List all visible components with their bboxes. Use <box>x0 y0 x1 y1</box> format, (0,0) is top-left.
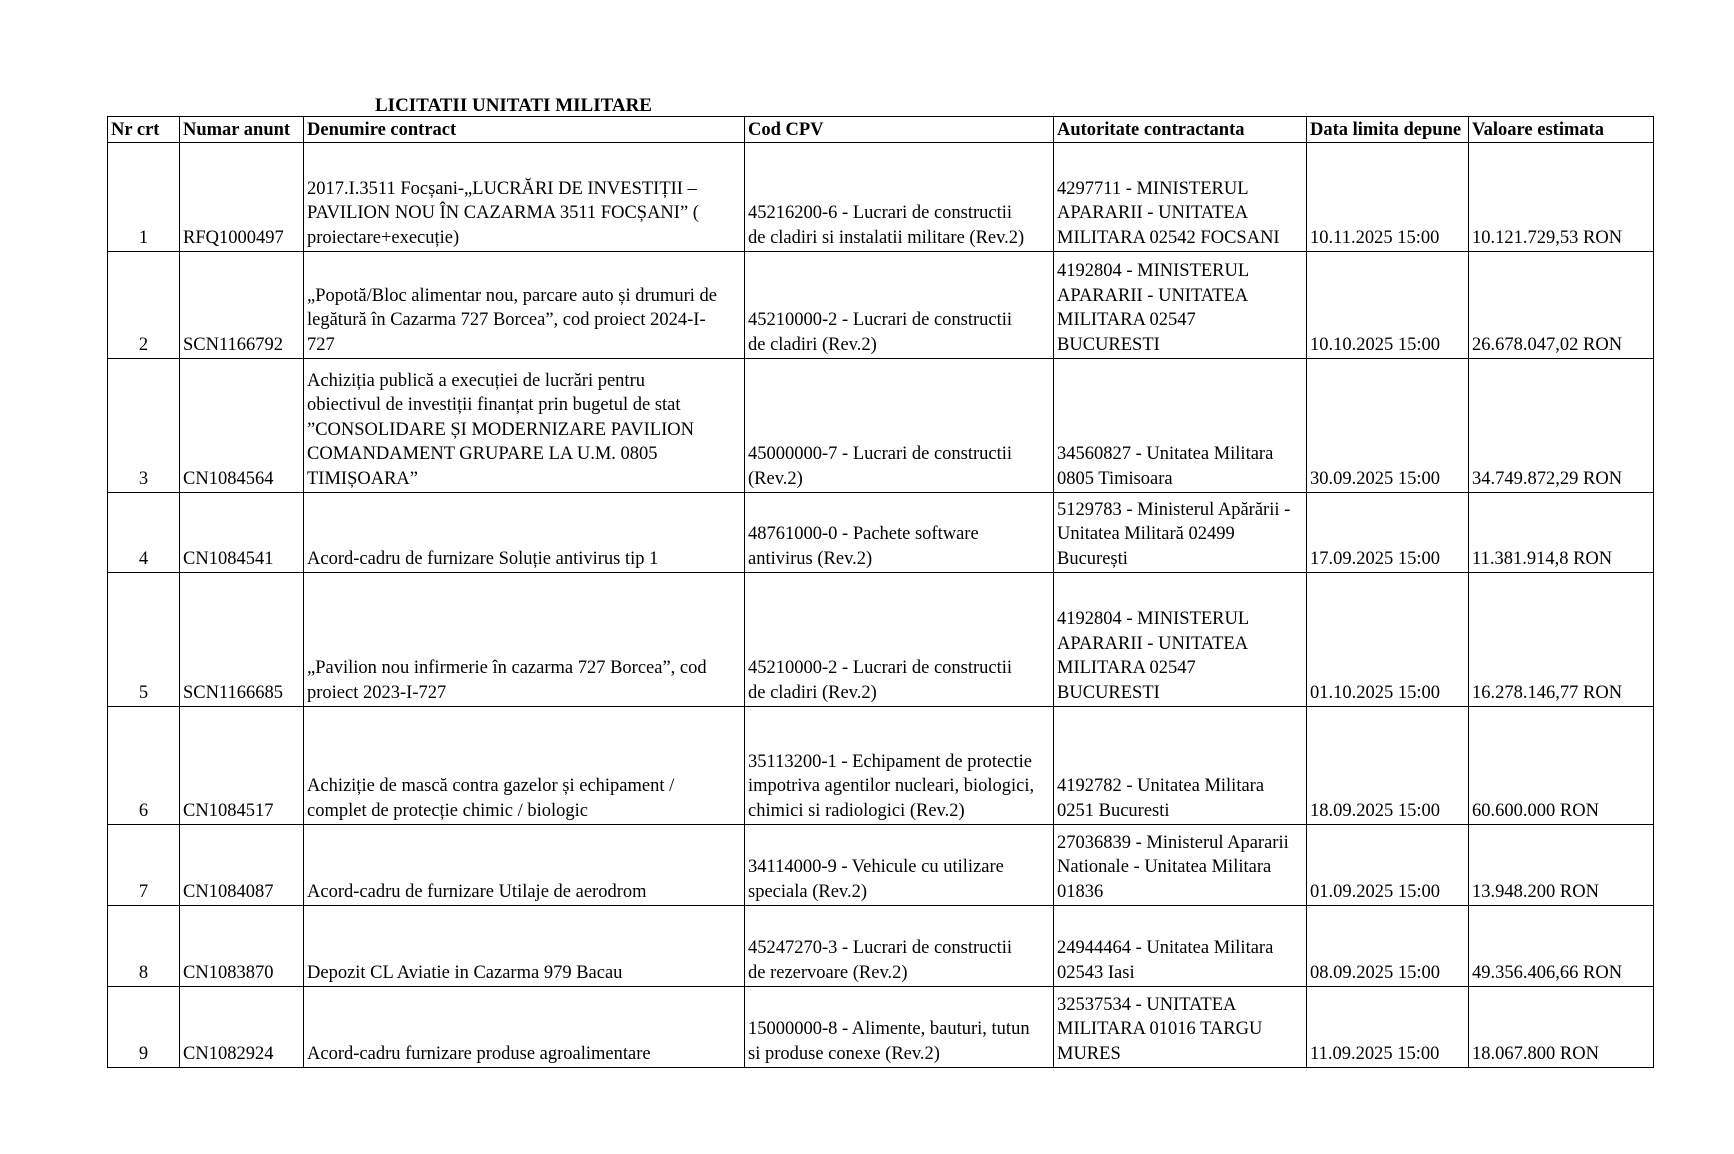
cell-cod-cpv <box>745 573 1054 707</box>
cell-autoritate-contractanta-line: Nationale - Unitatea Militara <box>1057 857 1272 877</box>
cell-data-limita: 08.09.2025 15:00 <box>1307 906 1469 987</box>
cell-numar-anunt: CN1082924 <box>180 987 304 1068</box>
cell-numar-anunt: CN1084087 <box>180 825 304 906</box>
cell-cod-cpv <box>745 825 1054 906</box>
cell-cod-cpv-line: 45216200-6 - Lucrari de constructii <box>748 203 1013 223</box>
cell-denumire-contract-line: „Pavilion nou infirmerie în cazarma 727 Borcea”, cod <box>307 658 707 678</box>
cell-valoare-estimata: 13.948.200 RON <box>1469 825 1654 906</box>
cell-numar-anunt: RFQ1000497 <box>180 143 304 252</box>
cell-nr-crt: 3 <box>108 359 180 493</box>
cell-denumire-contract-line: PAVILION NOU ÎN CAZARMA 3511 FOCȘANI” ( <box>307 203 699 223</box>
cell-cod-cpv-line: de rezervoare (Rev.2) <box>748 962 908 983</box>
header-denumire-contract: Denumire contract <box>304 117 745 143</box>
cell-cod-cpv <box>745 987 1054 1068</box>
cell-denumire-contract <box>304 825 745 906</box>
cell-cod-cpv-line: impotriva agentilor nucleari, biologici, <box>748 776 1035 796</box>
cell-nr-crt: 8 <box>108 906 180 987</box>
cell-autoritate-contractanta-line: 02543 Iasi <box>1057 962 1135 983</box>
cell-valoare-estimata: 49.356.406,66 RON <box>1469 906 1654 987</box>
cell-denumire-contract-line: Depozit CL Aviatie in Cazarma 979 Bacau <box>307 962 623 983</box>
cell-autoritate-contractanta <box>1054 906 1307 987</box>
header-cod-cpv: Cod CPV <box>745 117 1054 143</box>
cell-autoritate-contractanta-line: 0805 Timisoara <box>1057 468 1173 489</box>
cell-numar-anunt: CN1083870 <box>180 906 304 987</box>
cell-cod-cpv-line: 45247270-3 - Lucrari de constructii <box>748 938 1013 958</box>
cell-autoritate-contractanta <box>1054 143 1307 252</box>
cell-cod-cpv <box>745 143 1054 252</box>
cell-denumire-contract-line: legătură în Cazarma 727 Borcea”, cod proiect 2024-I- <box>307 310 706 330</box>
tenders-table <box>107 116 1654 1068</box>
cell-cod-cpv-line: de cladiri si instalatii militare (Rev.2) <box>748 227 1025 248</box>
cell-cod-cpv-line: de cladiri (Rev.2) <box>748 682 877 703</box>
table-row <box>108 987 1654 1068</box>
cell-autoritate-contractanta-line: MILITARA 02542 FOCSANI <box>1057 227 1280 248</box>
cell-cod-cpv <box>745 252 1054 359</box>
header-data-limita: Data limita depune <box>1307 117 1469 143</box>
cell-denumire-contract-line: ”CONSOLIDARE ȘI MODERNIZARE PAVILION <box>307 419 694 440</box>
cell-denumire-contract-line: proiectare+execuție) <box>307 227 460 248</box>
cell-autoritate-contractanta-line: 34560827 - Unitatea Militara <box>1057 444 1274 464</box>
cell-nr-crt: 4 <box>108 493 180 573</box>
cell-valoare-estimata: 26.678.047,02 RON <box>1469 252 1654 359</box>
cell-numar-anunt: CN1084541 <box>180 493 304 573</box>
header-nr-crt: Nr crt <box>108 117 180 143</box>
cell-cod-cpv-line: 45210000-2 - Lucrari de constructii <box>748 658 1013 678</box>
cell-nr-crt: 1 <box>108 143 180 252</box>
cell-denumire-contract <box>304 252 745 359</box>
cell-denumire-contract <box>304 573 745 707</box>
cell-nr-crt: 9 <box>108 987 180 1068</box>
cell-numar-anunt: SCN1166685 <box>180 573 304 707</box>
cell-autoritate-contractanta-line: Unitatea Militară 02499 <box>1057 524 1235 544</box>
cell-autoritate-contractanta-line: MILITARA 02547 <box>1057 658 1196 678</box>
cell-denumire-contract-line: COMANDAMENT GRUPARE LA U.M. 0805 <box>307 444 658 464</box>
cell-autoritate-contractanta-line: MURES <box>1057 1043 1121 1064</box>
header-valoare-estimata: Valoare estimata <box>1469 117 1654 143</box>
cell-denumire-contract-line: Acord-cadru furnizare produse agroalimentare <box>307 1043 651 1064</box>
cell-denumire-contract-line: proiect 2023-I-727 <box>307 682 447 703</box>
cell-autoritate-contractanta-line: MILITARA 01016 TARGU <box>1057 1019 1263 1039</box>
cell-autoritate-contractanta-line: 01836 <box>1057 881 1104 902</box>
cell-valoare-estimata: 60.600.000 RON <box>1469 707 1654 825</box>
cell-data-limita: 17.09.2025 15:00 <box>1307 493 1469 573</box>
cell-autoritate-contractanta-line: BUCURESTI <box>1057 334 1160 355</box>
cell-denumire-contract <box>304 987 745 1068</box>
cell-cod-cpv-line: speciala (Rev.2) <box>748 881 867 902</box>
cell-autoritate-contractanta-line: București <box>1057 548 1128 569</box>
cell-numar-anunt: CN1084517 <box>180 707 304 825</box>
cell-nr-crt: 5 <box>108 573 180 707</box>
page-title: LICITATII UNITATI MILITARE <box>375 95 652 116</box>
cell-autoritate-contractanta <box>1054 252 1307 359</box>
cell-cod-cpv <box>745 493 1054 573</box>
cell-cod-cpv-line: 15000000-8 - Alimente, bauturi, tutun <box>748 1019 1030 1039</box>
cell-denumire-contract-line: „Popotă/Bloc alimentar nou, parcare auto și drumuri de <box>307 285 717 306</box>
cell-denumire-contract <box>304 143 745 252</box>
cell-cod-cpv-line: antivirus (Rev.2) <box>748 548 873 569</box>
cell-denumire-contract <box>304 493 745 573</box>
cell-cod-cpv-line: si produse conexe (Rev.2) <box>748 1043 940 1064</box>
cell-valoare-estimata: 18.067.800 RON <box>1469 987 1654 1068</box>
table-row <box>108 359 1654 493</box>
cell-data-limita: 18.09.2025 15:00 <box>1307 707 1469 825</box>
cell-autoritate-contractanta-line: APARARII - UNITATEA <box>1057 203 1249 223</box>
cell-data-limita: 10.11.2025 15:00 <box>1307 143 1469 252</box>
table-row <box>108 573 1654 707</box>
cell-autoritate-contractanta-line: APARARII - UNITATEA <box>1057 285 1249 306</box>
header-numar-anunt: Numar anunt <box>180 117 304 143</box>
cell-autoritate-contractanta <box>1054 359 1307 493</box>
table-row <box>108 143 1654 252</box>
cell-autoritate-contractanta-line: APARARII - UNITATEA <box>1057 633 1249 654</box>
cell-autoritate-contractanta <box>1054 825 1307 906</box>
cell-denumire-contract <box>304 359 745 493</box>
cell-autoritate-contractanta-line: 0251 Bucuresti <box>1057 800 1170 821</box>
cell-cod-cpv-line: 45210000-2 - Lucrari de constructii <box>748 310 1013 330</box>
cell-autoritate-contractanta <box>1054 493 1307 573</box>
cell-denumire-contract <box>304 906 745 987</box>
header-autoritate-contractanta: Autoritate contractanta <box>1054 117 1307 143</box>
cell-autoritate-contractanta <box>1054 987 1307 1068</box>
cell-data-limita: 30.09.2025 15:00 <box>1307 359 1469 493</box>
cell-cod-cpv <box>745 707 1054 825</box>
cell-autoritate-contractanta-line: 5129783 - Ministerul Apărării - <box>1057 499 1291 520</box>
cell-denumire-contract-line: 2017.I.3511 Focșani-„LUCRĂRI DE INVESTIȚII – <box>307 178 697 199</box>
cell-data-limita: 01.09.2025 15:00 <box>1307 825 1469 906</box>
cell-cod-cpv-line: chimici si radiologici (Rev.2) <box>748 800 965 821</box>
cell-autoritate-contractanta-line: BUCURESTI <box>1057 682 1160 703</box>
cell-autoritate-contractanta-line: 4192782 - Unitatea Militara <box>1057 776 1265 796</box>
cell-cod-cpv-line: 34114000-9 - Vehicule cu utilizare <box>748 857 1004 877</box>
cell-autoritate-contractanta-line: 4192804 - MINISTERUL <box>1057 609 1250 629</box>
cell-nr-crt: 6 <box>108 707 180 825</box>
cell-nr-crt: 2 <box>108 252 180 359</box>
cell-cod-cpv <box>745 359 1054 493</box>
cell-autoritate-contractanta-line: 24944464 - Unitatea Militara <box>1057 938 1274 958</box>
cell-numar-anunt: SCN1166792 <box>180 252 304 359</box>
cell-autoritate-contractanta-line: MILITARA 02547 <box>1057 310 1196 330</box>
cell-valoare-estimata: 10.121.729,53 RON <box>1469 143 1654 252</box>
cell-autoritate-contractanta-line: 4297711 - MINISTERUL <box>1057 178 1249 199</box>
cell-denumire-contract-line: obiectivul de investiții finanțat prin bugetul de stat <box>307 395 681 415</box>
cell-data-limita: 10.10.2025 15:00 <box>1307 252 1469 359</box>
cell-denumire-contract-line: Acord-cadru de furnizare Soluție antivirus tip 1 <box>307 548 659 569</box>
cell-denumire-contract-line: Achiziția publică a execuției de lucrări pentru <box>307 370 645 391</box>
cell-denumire-contract-line: complet de protecție chimic / biologic <box>307 800 589 821</box>
cell-data-limita: 01.10.2025 15:00 <box>1307 573 1469 707</box>
table-row <box>108 493 1654 573</box>
table-row <box>108 906 1654 987</box>
cell-denumire-contract <box>304 707 745 825</box>
cell-cod-cpv-line: de cladiri (Rev.2) <box>748 334 877 355</box>
header-row <box>108 117 1654 143</box>
cell-valoare-estimata: 16.278.146,77 RON <box>1469 573 1654 707</box>
cell-cod-cpv <box>745 906 1054 987</box>
cell-data-limita: 11.09.2025 15:00 <box>1307 987 1469 1068</box>
cell-denumire-contract-line: Acord-cadru de furnizare Utilaje de aerodrom <box>307 881 647 902</box>
cell-denumire-contract-line: TIMIȘOARA” <box>307 468 418 489</box>
cell-denumire-contract-line: 727 <box>307 334 335 355</box>
cell-autoritate-contractanta <box>1054 707 1307 825</box>
cell-autoritate-contractanta-line: 32537534 - UNITATEA <box>1057 994 1237 1015</box>
cell-cod-cpv-line: 35113200-1 - Echipament de protectie <box>748 751 1032 772</box>
cell-denumire-contract-line: Achiziție de mască contra gazelor și echipament / <box>307 776 675 796</box>
cell-cod-cpv-line: 48761000-0 - Pachete software <box>748 524 979 544</box>
cell-autoritate-contractanta-line: 27036839 - Ministerul Apararii <box>1057 832 1289 853</box>
cell-cod-cpv-line: 45000000-7 - Lucrari de constructii <box>748 444 1013 464</box>
cell-cod-cpv-line: (Rev.2) <box>748 468 803 489</box>
table-row <box>108 825 1654 906</box>
cell-valoare-estimata: 11.381.914,8 RON <box>1469 493 1654 573</box>
table-row <box>108 707 1654 825</box>
cell-valoare-estimata: 34.749.872,29 RON <box>1469 359 1654 493</box>
cell-autoritate-contractanta <box>1054 573 1307 707</box>
cell-autoritate-contractanta-line: 4192804 - MINISTERUL <box>1057 261 1250 281</box>
cell-numar-anunt: CN1084564 <box>180 359 304 493</box>
table-row <box>108 252 1654 359</box>
cell-nr-crt: 7 <box>108 825 180 906</box>
